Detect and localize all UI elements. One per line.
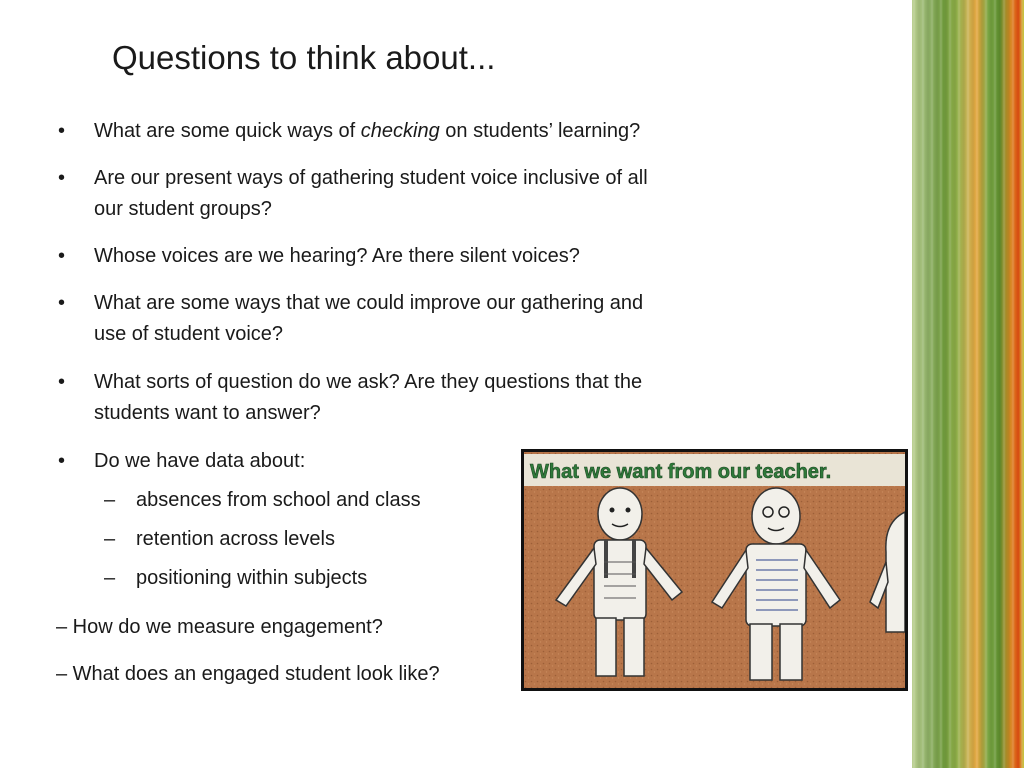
classroom-display-photo [521,449,908,691]
bullet-marker: • [58,292,66,314]
bullet-line: What sorts of question do we ask? Are they questions that the [94,371,643,393]
sub-bullet-text: absences from school and class [136,489,421,511]
bullet-marker: • [58,245,66,267]
bullet-line: use of student voice? [94,323,284,345]
sub-bullet-marker: – [104,489,116,511]
bullet-text: Do we have data about: [94,450,306,472]
bullet-text [94,116,640,147]
bullet-text-emphasis: checking [360,120,440,142]
bullet-text-part: on students’ learning? [439,120,641,142]
bullet-text: Whose voices are we hearing? Are there silent voices? [94,245,580,267]
bullet-text [94,288,643,350]
bullet-text-part: What are some quick ways of [94,120,361,142]
bullet-marker: • [58,371,66,393]
bullet-line: What are some ways that we could improve our gathering and [94,292,644,314]
bullet-line: Are our present ways of gathering student voice inclusive of all [94,167,648,189]
slide-title: Questions to think about... [112,39,496,76]
classroom-display-image [524,452,905,688]
sub-bullet-text: positioning within subjects [136,567,368,589]
bullet-marker: • [58,167,66,189]
dash-item: – What does an engaged student look like? [56,663,440,685]
bullet-marker: • [58,120,66,142]
bullet-line: students want to answer? [94,402,321,424]
sub-bullet-text: retention across levels [136,528,335,550]
bullet-marker: • [58,450,66,472]
bullet-line: our student groups? [94,198,272,220]
bullet-text [94,367,642,429]
sub-bullet-marker: – [104,528,116,550]
decorative-leaf-strip [912,0,1024,768]
banner-text: What we want from our teacher. [530,461,832,483]
dash-item: – How do we measure engagement? [56,616,383,638]
bullet-text [94,163,648,225]
sub-bullet-marker: – [104,567,116,589]
